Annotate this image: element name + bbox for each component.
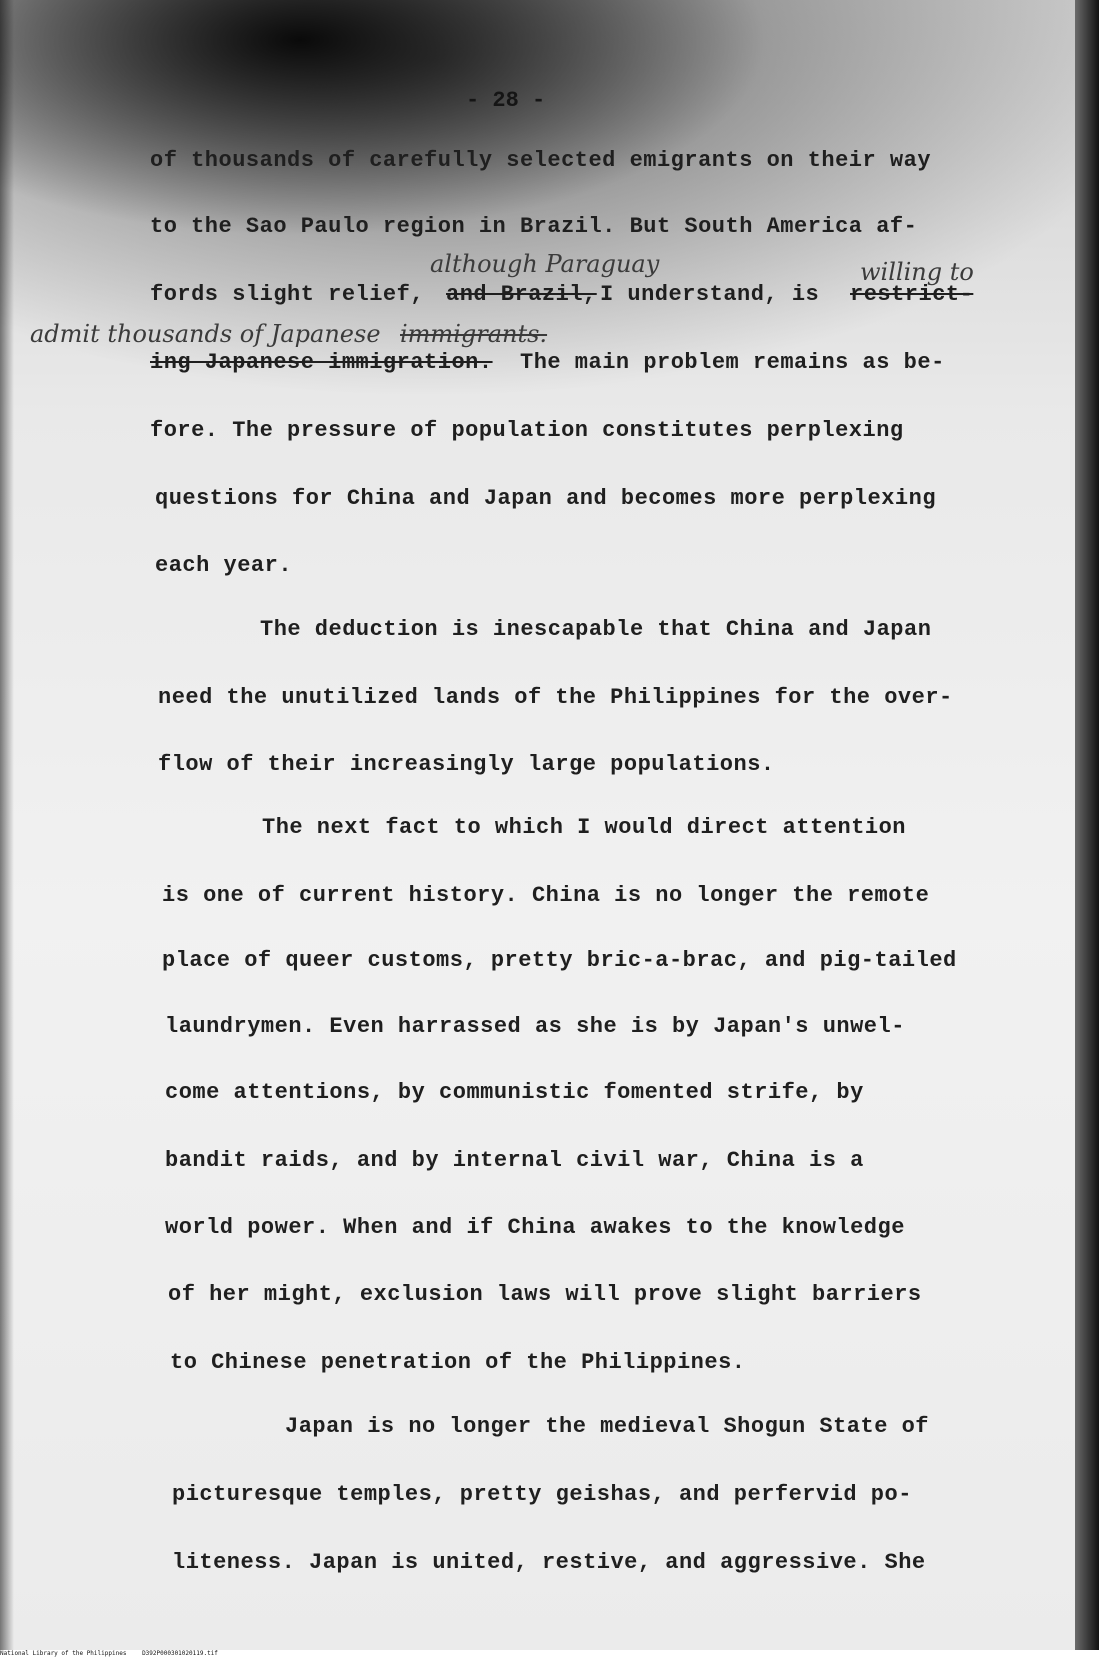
text-line-4: The main problem remains as be-: [520, 350, 945, 375]
text-line-11: The next fact to which I would direct attention: [262, 815, 907, 840]
text-line-3b: I understand, is: [600, 282, 820, 307]
handwritten-struck-immigrants: immigrants.: [400, 320, 548, 348]
text-line-3-struck-restrict: restrict-: [850, 282, 974, 307]
text-line-5: fore. The pressure of population constitutes perplexing: [150, 418, 904, 443]
text-line-4-struck: ing Japanese immigration.: [150, 350, 493, 375]
scan-footer: [0, 1650, 1099, 1658]
text-line-10: flow of their increasingly large populations.: [158, 752, 775, 777]
text-line-2: to the Sao Paulo region in Brazil. But South America af-: [150, 214, 918, 239]
text-line-3a: fords slight relief,: [150, 282, 425, 307]
page-right-edge: [1075, 0, 1099, 1650]
footer-file: D392P000301020119.tif: [142, 1650, 218, 1657]
text-line-20: Japan is no longer the medieval Shogun State of: [285, 1414, 930, 1439]
text-line-14: laundrymen. Even harrassed as she is by Japan's unwel-: [165, 1014, 905, 1039]
text-line-21: picturesque temples, pretty geishas, and perfervid po-: [172, 1482, 912, 1507]
text-line-9: need the unutilized lands of the Philippines for the over-: [158, 685, 953, 710]
handwritten-insert-admit: admit thousands of Japanese: [30, 320, 381, 348]
text-line-15: come attentions, by communistic fomented strife, by: [165, 1080, 864, 1105]
handwritten-insert-paraguay: although Paraguay: [430, 250, 660, 278]
text-line-12: is one of current history. China is no longer the remote: [162, 883, 930, 908]
page-left-shadow: [0, 0, 14, 1650]
text-line-18: of her might, exclusion laws will prove slight barriers: [168, 1282, 922, 1307]
text-line-1: of thousands of carefully selected emigrants on their way: [150, 148, 932, 173]
text-line-22: liteness. Japan is united, restive, and aggressive. She: [172, 1550, 926, 1575]
text-line-8: The deduction is inescapable that China and Japan: [260, 617, 932, 642]
text-line-19: to Chinese penetration of the Philippines.: [170, 1350, 746, 1375]
page-number: - 28 -: [466, 88, 546, 113]
footer-library: National Library of the Philippines: [0, 1650, 127, 1657]
text-line-17: world power. When and if China awakes to the knowledge: [165, 1215, 905, 1240]
text-line-16: bandit raids, and by internal civil war, China is a: [165, 1148, 864, 1173]
text-line-13: place of queer customs, pretty bric-a-brac, and pig-tailed: [162, 948, 957, 973]
text-line-3-struck-brazil: and Brazil,: [446, 282, 597, 307]
text-line-7: each year.: [155, 553, 293, 578]
text-line-6: questions for China and Japan and becomes more perplexing: [155, 486, 937, 511]
handwritten-insert-willing: willing to: [860, 258, 974, 286]
